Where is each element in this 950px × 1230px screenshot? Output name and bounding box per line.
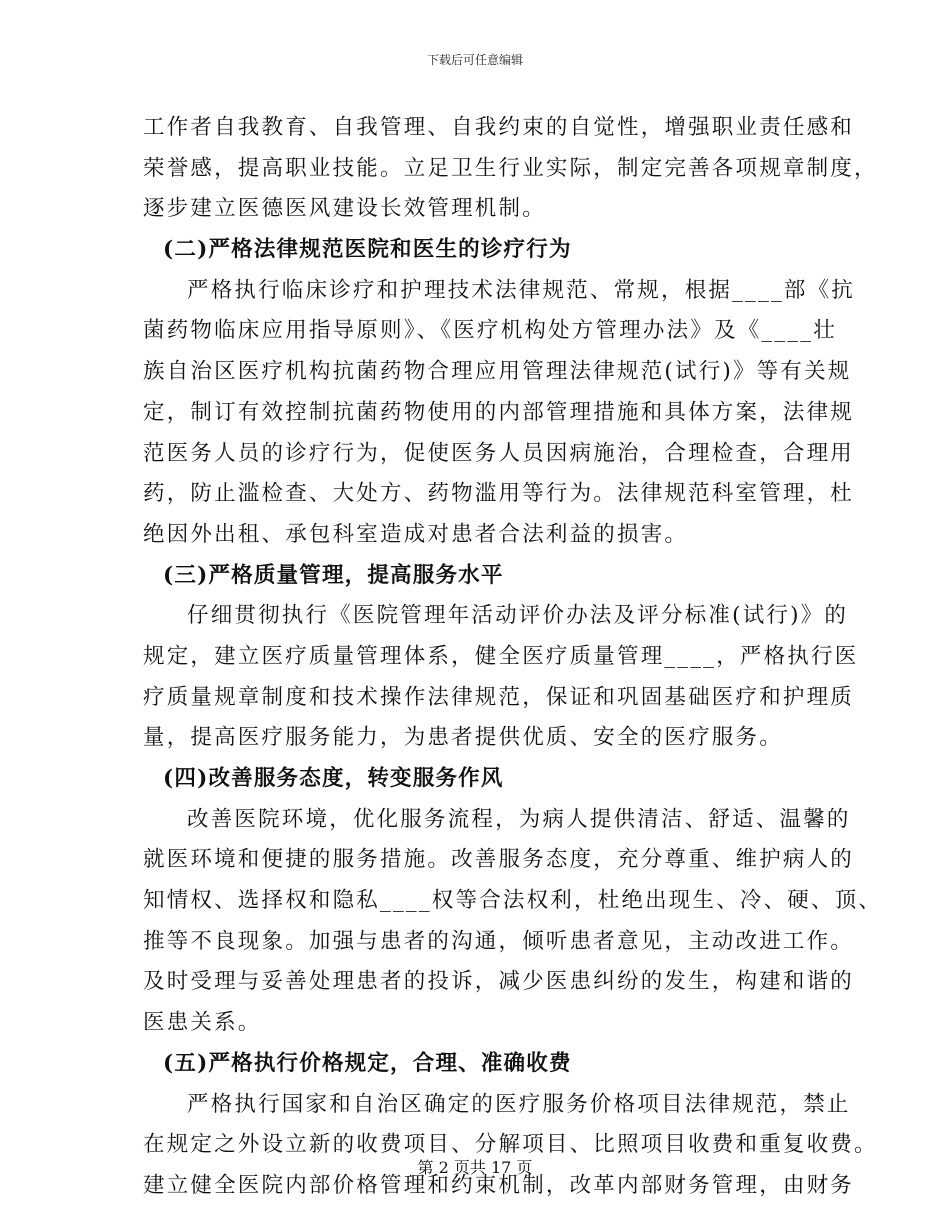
paragraph-line: 严格执行国家和自治区确定的医疗服务价格项目法律规范，禁止 xyxy=(187,1091,851,1117)
paragraph-line: 范医务人员的诊疗行为，促使医务人员因病施治，合理检查，合理用 xyxy=(143,440,855,466)
document-body xyxy=(143,108,883,1207)
section-heading: (三)严格质量管理，提高服务水平 xyxy=(163,562,504,588)
paragraph-line: 改善医院环境，优化服务流程，为病人提供清洁、舒适、温馨的 xyxy=(187,806,851,832)
paragraph-line: 菌药物临床应用指导原则》、《医疗机构处方管理办法》及《____壮 xyxy=(143,318,837,344)
paragraph-line: 在规定之外设立新的收费项目、分解项目、比照项目收费和重复收费。 xyxy=(143,1132,878,1158)
paragraph-line: 疗质量规章制度和技术操作法律规范，保证和巩固基础医疗和护理质 xyxy=(143,684,855,710)
paragraph-line: 荣誉感，提高职业技能。立足卫生行业实际，制定完善各项规章制度， xyxy=(143,155,878,181)
paragraph-line: 绝因外出租、承包科室造成对患者合法利益的损害。 xyxy=(143,521,689,547)
paragraph-line: 医患关系。 xyxy=(143,1010,262,1036)
paragraph-line: 仔细贯彻执行《医院管理年活动评价办法及评分标准(试行)》的 xyxy=(187,603,849,629)
paragraph-line: 定，制订有效控制抗菌药物使用的内部管理措施和具体方案，法律规 xyxy=(143,399,855,425)
paragraph-line: 族自治区医疗机构抗菌药物合理应用管理法律规范(试行)》等有关规 xyxy=(143,359,852,385)
paragraph-line: 建立健全医院内部价格管理和约束机制，改革内部财务管理，由财务 xyxy=(143,1172,855,1198)
paragraph-line: 药，防止滥检查、大处方、药物滥用等行为。法律规范科室管理，杜 xyxy=(143,481,855,507)
section-heading: (四)改善服务态度，转变服务作风 xyxy=(163,766,504,791)
section-heading: (五)严格执行价格规定，合理、准确收费 xyxy=(163,1050,572,1076)
section-heading: (二)严格法律规范医院和医生的诊疗行为 xyxy=(163,237,572,263)
paragraph-line: 规定，建立医疗质量管理体系，健全医疗质量管理____，严格执行医 xyxy=(143,643,859,669)
paragraph-line: 就医环境和便捷的服务措施。改善服务态度，充分尊重、维护病人的 xyxy=(143,847,855,873)
paragraph-line: 知情权、选择权和隐私____权等合法权利，杜绝出现生、冷、硬、顶、 xyxy=(143,888,883,914)
paragraph-line: 工作者自我教育、自我管理、自我约束的自觉性，增强职业责任感和 xyxy=(143,115,855,140)
paragraph-line: 推等不良现象。加强与患者的沟通，倾听患者意见，主动改进工作。 xyxy=(143,928,855,954)
paragraph-line: 及时受理与妥善处理患者的投诉，减少医患纠纷的发生，构建和谐的 xyxy=(143,969,855,995)
paragraph-line: 逐步建立医德医风建设长效管理机制。 xyxy=(143,196,546,222)
paragraph-line: 量，提高医疗服务能力，为患者提供优质、安全的医疗服务。 xyxy=(143,725,783,751)
page-header: 下载后可任意编辑 xyxy=(426,53,523,67)
page-footer: 第 2 页共 17 页 xyxy=(417,1158,533,1177)
paragraph-line: 严格执行临床诊疗和护理技术法律规范、常规，根据____部《抗 xyxy=(187,277,856,303)
